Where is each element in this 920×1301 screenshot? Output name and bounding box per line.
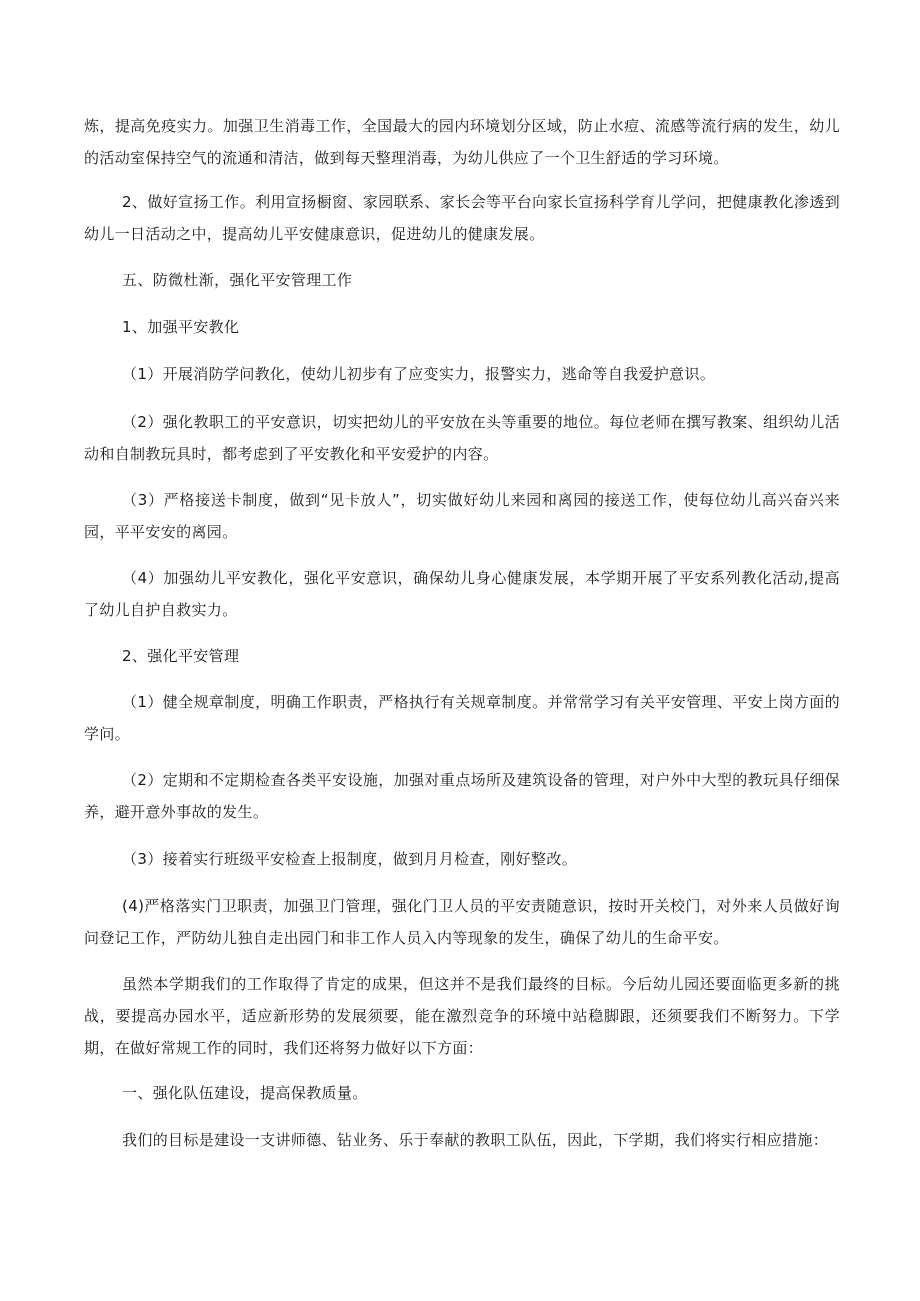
paragraph-regulations: （1）健全规章制度，明确工作职责，严格执行有关规章制度。并常常学习有关平安管理、平安上岗方面的学问。 (84, 693, 840, 743)
paragraph-pickup-card: （3）严格接送卡制度，做到“见卡放人”，切实做好幼儿来园和离园的接送工作，使每位幼儿高兴奋兴来园，平平安安的离园。 (84, 491, 840, 541)
paragraph-class-check: （3）接着实行班级平安检查上报制度，做到月月检查，刚好整改。 (122, 850, 578, 868)
paragraph-summary: 虽然本学期我们的工作取得了肯定的成果，但这并不是我们最终的目标。今后幼儿园还要面临更多新的挑战，要提高办园水平，适应新形势的发展须要，能在激烈竞争的环境中站稳脚跟，还须要我们不断努力。下学期，在做好常规工作的同时，我们还将努力做好以下方面： (84, 975, 840, 1057)
paragraph-fire-education: （1）开展消防学问教化，使幼儿初步有了应变实力，报警实力，逃命等自我爱护意识。 (122, 365, 716, 383)
paragraph-staff-awareness: （2）强化教职工的平安意识，切实把幼儿的平安放在头等重要的地位。每位老师在撰写教案、组织幼儿活动和自制教玩具时，都考虑到了平安教化和平安爱护的内容。 (84, 413, 840, 463)
paragraph-inspection: （2）定期和不定期检查各类平安设施，加强对重点场所及建筑设备的管理，对户外中大型的教玩具仔细保养，避开意外事故的发生。 (84, 771, 840, 821)
paragraph-team-goal: 我们的目标是建设一支讲师德、钻业务、乐于奉献的教职工队伍，因此，下学期，我们将实行相应措施： (122, 1131, 829, 1149)
paragraph-publicity: 2、做好宣扬工作。利用宣扬橱窗、家园联系、家长会等平台向家长宣扬科学育儿学问，把健康教化渗透到幼儿一日活动之中，提高幼儿平安健康意识，促进幼儿的健康发展。 (84, 193, 840, 243)
paragraph-guard-duty: (4)严格落实门卫职责，加强卫门管理，强化门卫人员的平安责随意识，按时开关校门，对外来人员做好询问登记工作，严防幼儿独自走出园门和非工作人员入内等现象的发生，确保了幼儿的生命平安。 (84, 897, 840, 947)
paragraph-child-safety: （4）加强幼儿平安教化，强化平安意识，确保幼儿身心健康发展，本学期开展了平安系列教化活动,提高了幼儿自护自救实力。 (84, 569, 840, 619)
section-heading-safety-management: 五、防微杜渐，强化平安管理工作 (122, 271, 353, 289)
subheading-safety-management: 2、强化平安管理 (122, 647, 240, 665)
subheading-safety-education: 1、加强平安教化 (122, 318, 240, 336)
section-heading-team-building: 一、强化队伍建设，提高保教质量。 (122, 1084, 368, 1102)
paragraph-hygiene-continued: 炼，提高免疫实力。加强卫生消毒工作，全国最大的园内环境划分区域，防止水痘、流感等流行病的发生，幼儿的活动室保持空气的流通和清洁，做到每天整理消毒，为幼儿供应了一个卫生舒适的学习环境。 (84, 117, 840, 167)
